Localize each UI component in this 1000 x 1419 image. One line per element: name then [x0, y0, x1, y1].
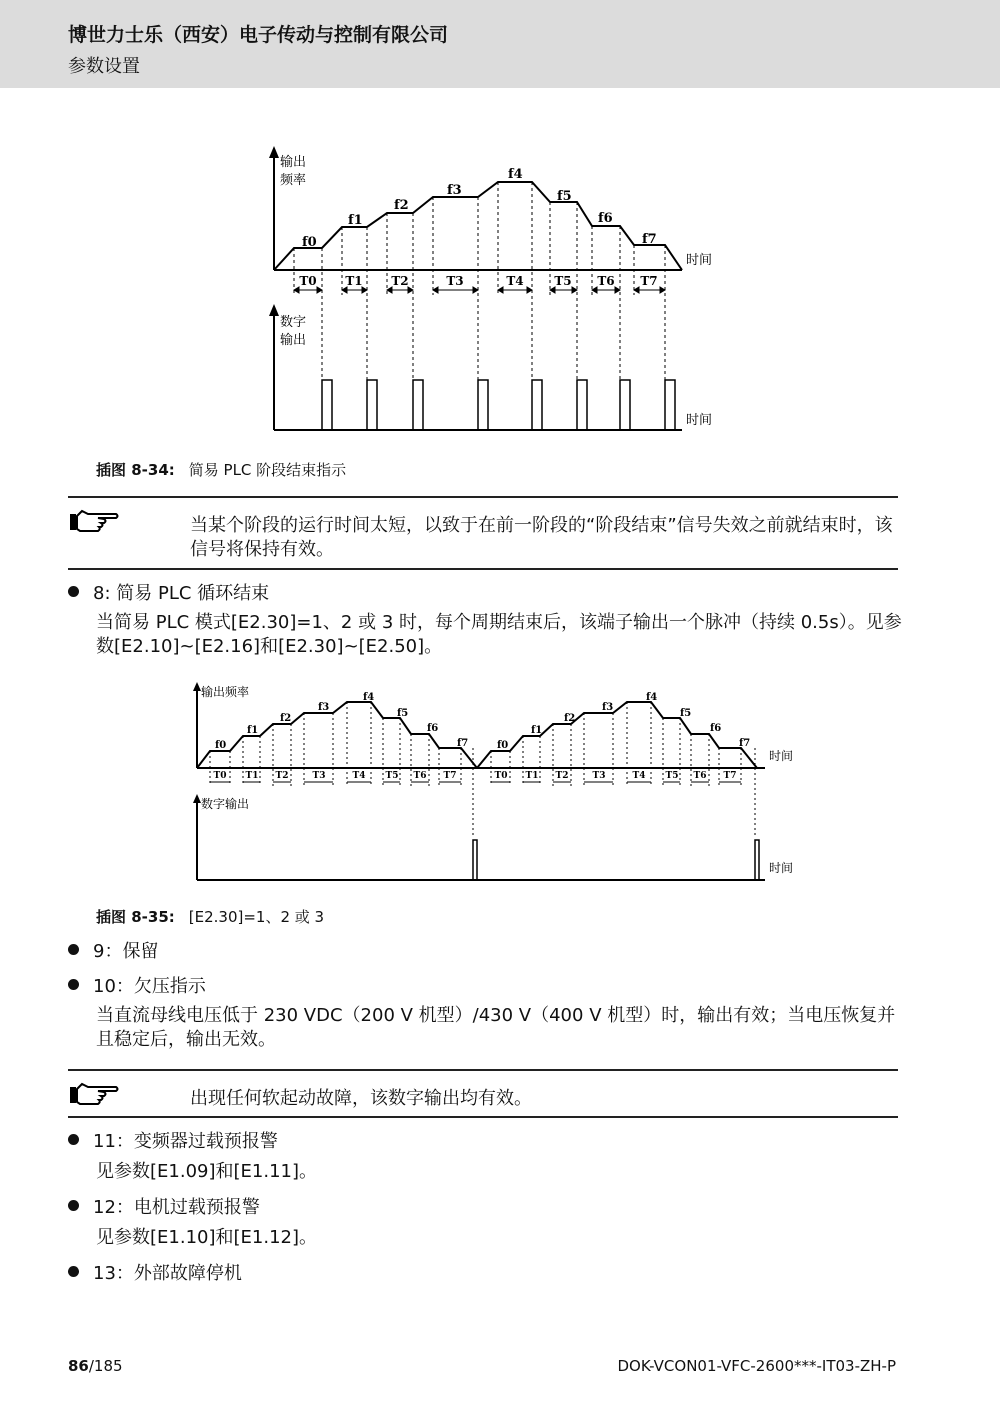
freq-label-f3: f3 — [447, 183, 462, 198]
item-12-title: 12：电机过载预报警 — [93, 1197, 260, 1218]
page-total: /185 — [88, 1357, 123, 1375]
bullet-dot — [68, 1200, 79, 1211]
time-label-top: 时间 — [769, 749, 794, 763]
period-label-t7: T7 — [443, 771, 457, 781]
period-label-t5: T5 — [385, 771, 399, 781]
bullet-dot — [68, 586, 79, 597]
freq-label-f0: f0 — [215, 740, 227, 751]
y-axis-bottom-arrow — [269, 304, 279, 316]
item-10-title: 10：欠压指示 — [93, 976, 206, 997]
bullet-dot — [68, 944, 79, 955]
item-11-title: 11：变频器过载预报警 — [93, 1131, 278, 1152]
freq-label-f3-cycle-2: f3 — [602, 702, 614, 713]
note-2-text: 出现任何软起动故障，该数字输出均有效。 — [190, 1088, 532, 1109]
period-label-t1: T1 — [345, 274, 363, 288]
y-label-bottom-2: 输出 — [280, 333, 307, 348]
caption-number: 插图 8-34: — [96, 461, 175, 479]
freq-label-f1-cycle-2: f1 — [531, 725, 543, 736]
freq-label-f6: f6 — [598, 211, 613, 226]
y-label-top-1: 输出 — [280, 155, 307, 170]
list-item-8 — [68, 579, 269, 605]
period-label-t3: T3 — [312, 771, 326, 781]
period-label-t6: T6 — [413, 771, 427, 781]
y-axis-top-arrow — [269, 146, 279, 158]
note-1-text: 当某个阶段的运行时间太短，以致于在前一阶段的“阶段结束”信号失效之前就结束时，该信号将保持有效。 — [190, 515, 893, 560]
freq-label-f5: f5 — [397, 708, 409, 719]
period-label-t5: T5 — [554, 274, 572, 288]
period-label-t2-cycle-2: T2 — [555, 771, 569, 781]
figure-8-35 — [185, 678, 805, 888]
item-12-description: 见参数[E1.10]和[E1.12]。 — [96, 1227, 317, 1248]
period-label-t2: T2 — [275, 771, 289, 781]
y-label-bottom: 数字输出 — [201, 797, 250, 811]
period-label-t1: T1 — [245, 771, 259, 781]
period-label-t3: T3 — [446, 274, 464, 288]
time-label-bottom: 时间 — [769, 861, 794, 875]
y-label-top-2: 频率 — [280, 173, 307, 188]
freq-label-f7: f7 — [642, 232, 657, 247]
bullet-dot — [68, 1266, 79, 1277]
pointing-hand-icon — [68, 508, 120, 536]
note-rule-top — [68, 496, 898, 498]
freq-label-f7-cycle-2: f7 — [739, 738, 751, 749]
freq-label-f5-cycle-2: f5 — [680, 708, 692, 719]
item-8-description: 当简易 PLC 模式[E2.30]=1、2 或 3 时，每个周期结束后，该端子输出一个脉冲（持续 0.5s）。见参数[E2.10]~[E2.16]和[E2.30]~[E2.50]。 — [96, 612, 902, 657]
item-8-title: 8: 简易 PLC 循环结束 — [93, 583, 270, 604]
y-axis-bottom-arrow — [193, 794, 201, 803]
figure-8-35-caption — [96, 906, 324, 927]
list-item-12 — [68, 1193, 260, 1219]
note-rule-bottom — [68, 1116, 898, 1118]
pulse-train — [322, 380, 675, 430]
item-10-description: 当直流母线电压低于 230 VDC（200 V 机型）/430 V（400 V 机型）时，输出有效；当电压恢复并且稳定后，输出无效。 — [96, 1005, 896, 1050]
period-label-t4: T4 — [352, 771, 366, 781]
freq-label-f2: f2 — [280, 713, 292, 724]
period-label-t6-cycle-2: T6 — [693, 771, 707, 781]
y-label-top: 输出频率 — [201, 685, 250, 699]
frequency-waveform-cycle-2 — [477, 702, 757, 768]
period-label-t4-cycle-2: T4 — [632, 771, 646, 781]
item-13-title: 13：外部故障停机 — [93, 1263, 242, 1284]
period-labels — [214, 771, 737, 781]
period-label-t5-cycle-2: T5 — [665, 771, 679, 781]
figure-8-34-caption — [96, 459, 346, 480]
caption-text: 简易 PLC 阶段结束指示 — [188, 461, 347, 479]
bullet-dot — [68, 1134, 79, 1145]
caption-text: [E2.30]=1、2 或 3 — [188, 908, 325, 926]
freq-label-f1: f1 — [348, 213, 363, 228]
frequency-waveform — [274, 182, 682, 270]
period-label-t7: T7 — [640, 274, 658, 288]
page-number — [68, 1357, 123, 1375]
document-id: DOK-VCON01-VFC-2600***-IT03-ZH-P — [617, 1357, 896, 1375]
period-label-t1-cycle-2: T1 — [525, 771, 539, 781]
freq-label-f0: f0 — [302, 235, 317, 250]
freq-label-f4: f4 — [508, 167, 523, 182]
list-item-9 — [68, 937, 158, 963]
company-name: 博世力士乐（西安）电子传动与控制有限公司 — [68, 24, 449, 46]
period-label-t0-cycle-2: T0 — [494, 771, 508, 781]
figure-8-34 — [240, 140, 740, 440]
period-label-t3-cycle-2: T3 — [592, 771, 606, 781]
note-rule-top — [68, 1069, 898, 1071]
period-label-t6: T6 — [597, 274, 615, 288]
freq-label-f6: f6 — [427, 723, 439, 734]
period-label-t2: T2 — [391, 274, 409, 288]
period-label-t4: T4 — [506, 274, 524, 288]
cycle-end-pulses — [473, 840, 759, 880]
freq-label-f7: f7 — [457, 738, 469, 749]
page-current: 86 — [68, 1357, 89, 1375]
freq-label-f6-cycle-2: f6 — [710, 723, 722, 734]
list-item-13 — [68, 1259, 242, 1285]
y-axis-top-arrow — [193, 682, 201, 691]
list-item-10 — [68, 972, 206, 998]
freq-label-f4: f4 — [363, 692, 375, 703]
freq-label-f5: f5 — [557, 189, 572, 204]
page-header — [0, 0, 1000, 88]
frequency-waveform-cycle-1 — [197, 702, 477, 768]
freq-label-f3: f3 — [318, 702, 330, 713]
freq-labels — [302, 167, 657, 250]
y-label-bottom-1: 数字 — [280, 315, 307, 330]
period-label-t0: T0 — [299, 274, 317, 288]
freq-label-f2-cycle-2: f2 — [564, 713, 576, 724]
bullet-dot — [68, 979, 79, 990]
item-11-description: 见参数[E1.09]和[E1.11]。 — [96, 1161, 317, 1182]
time-label-top: 时间 — [686, 253, 713, 268]
freq-label-f0-cycle-2: f0 — [497, 740, 509, 751]
period-label-t0: T0 — [213, 771, 227, 781]
caption-number: 插图 8-35: — [96, 908, 175, 926]
period-label-t7-cycle-2: T7 — [723, 771, 737, 781]
time-label-bottom: 时间 — [686, 413, 713, 428]
freq-label-f1: f1 — [247, 725, 259, 736]
list-item-11 — [68, 1127, 278, 1153]
freq-label-f4-cycle-2: f4 — [646, 692, 658, 703]
pointing-hand-icon — [68, 1081, 120, 1109]
item-9-title: 9：保留 — [93, 941, 159, 962]
section-title: 参数设置 — [68, 56, 140, 77]
note-rule-bottom — [68, 568, 898, 570]
freq-label-f2: f2 — [394, 198, 409, 213]
